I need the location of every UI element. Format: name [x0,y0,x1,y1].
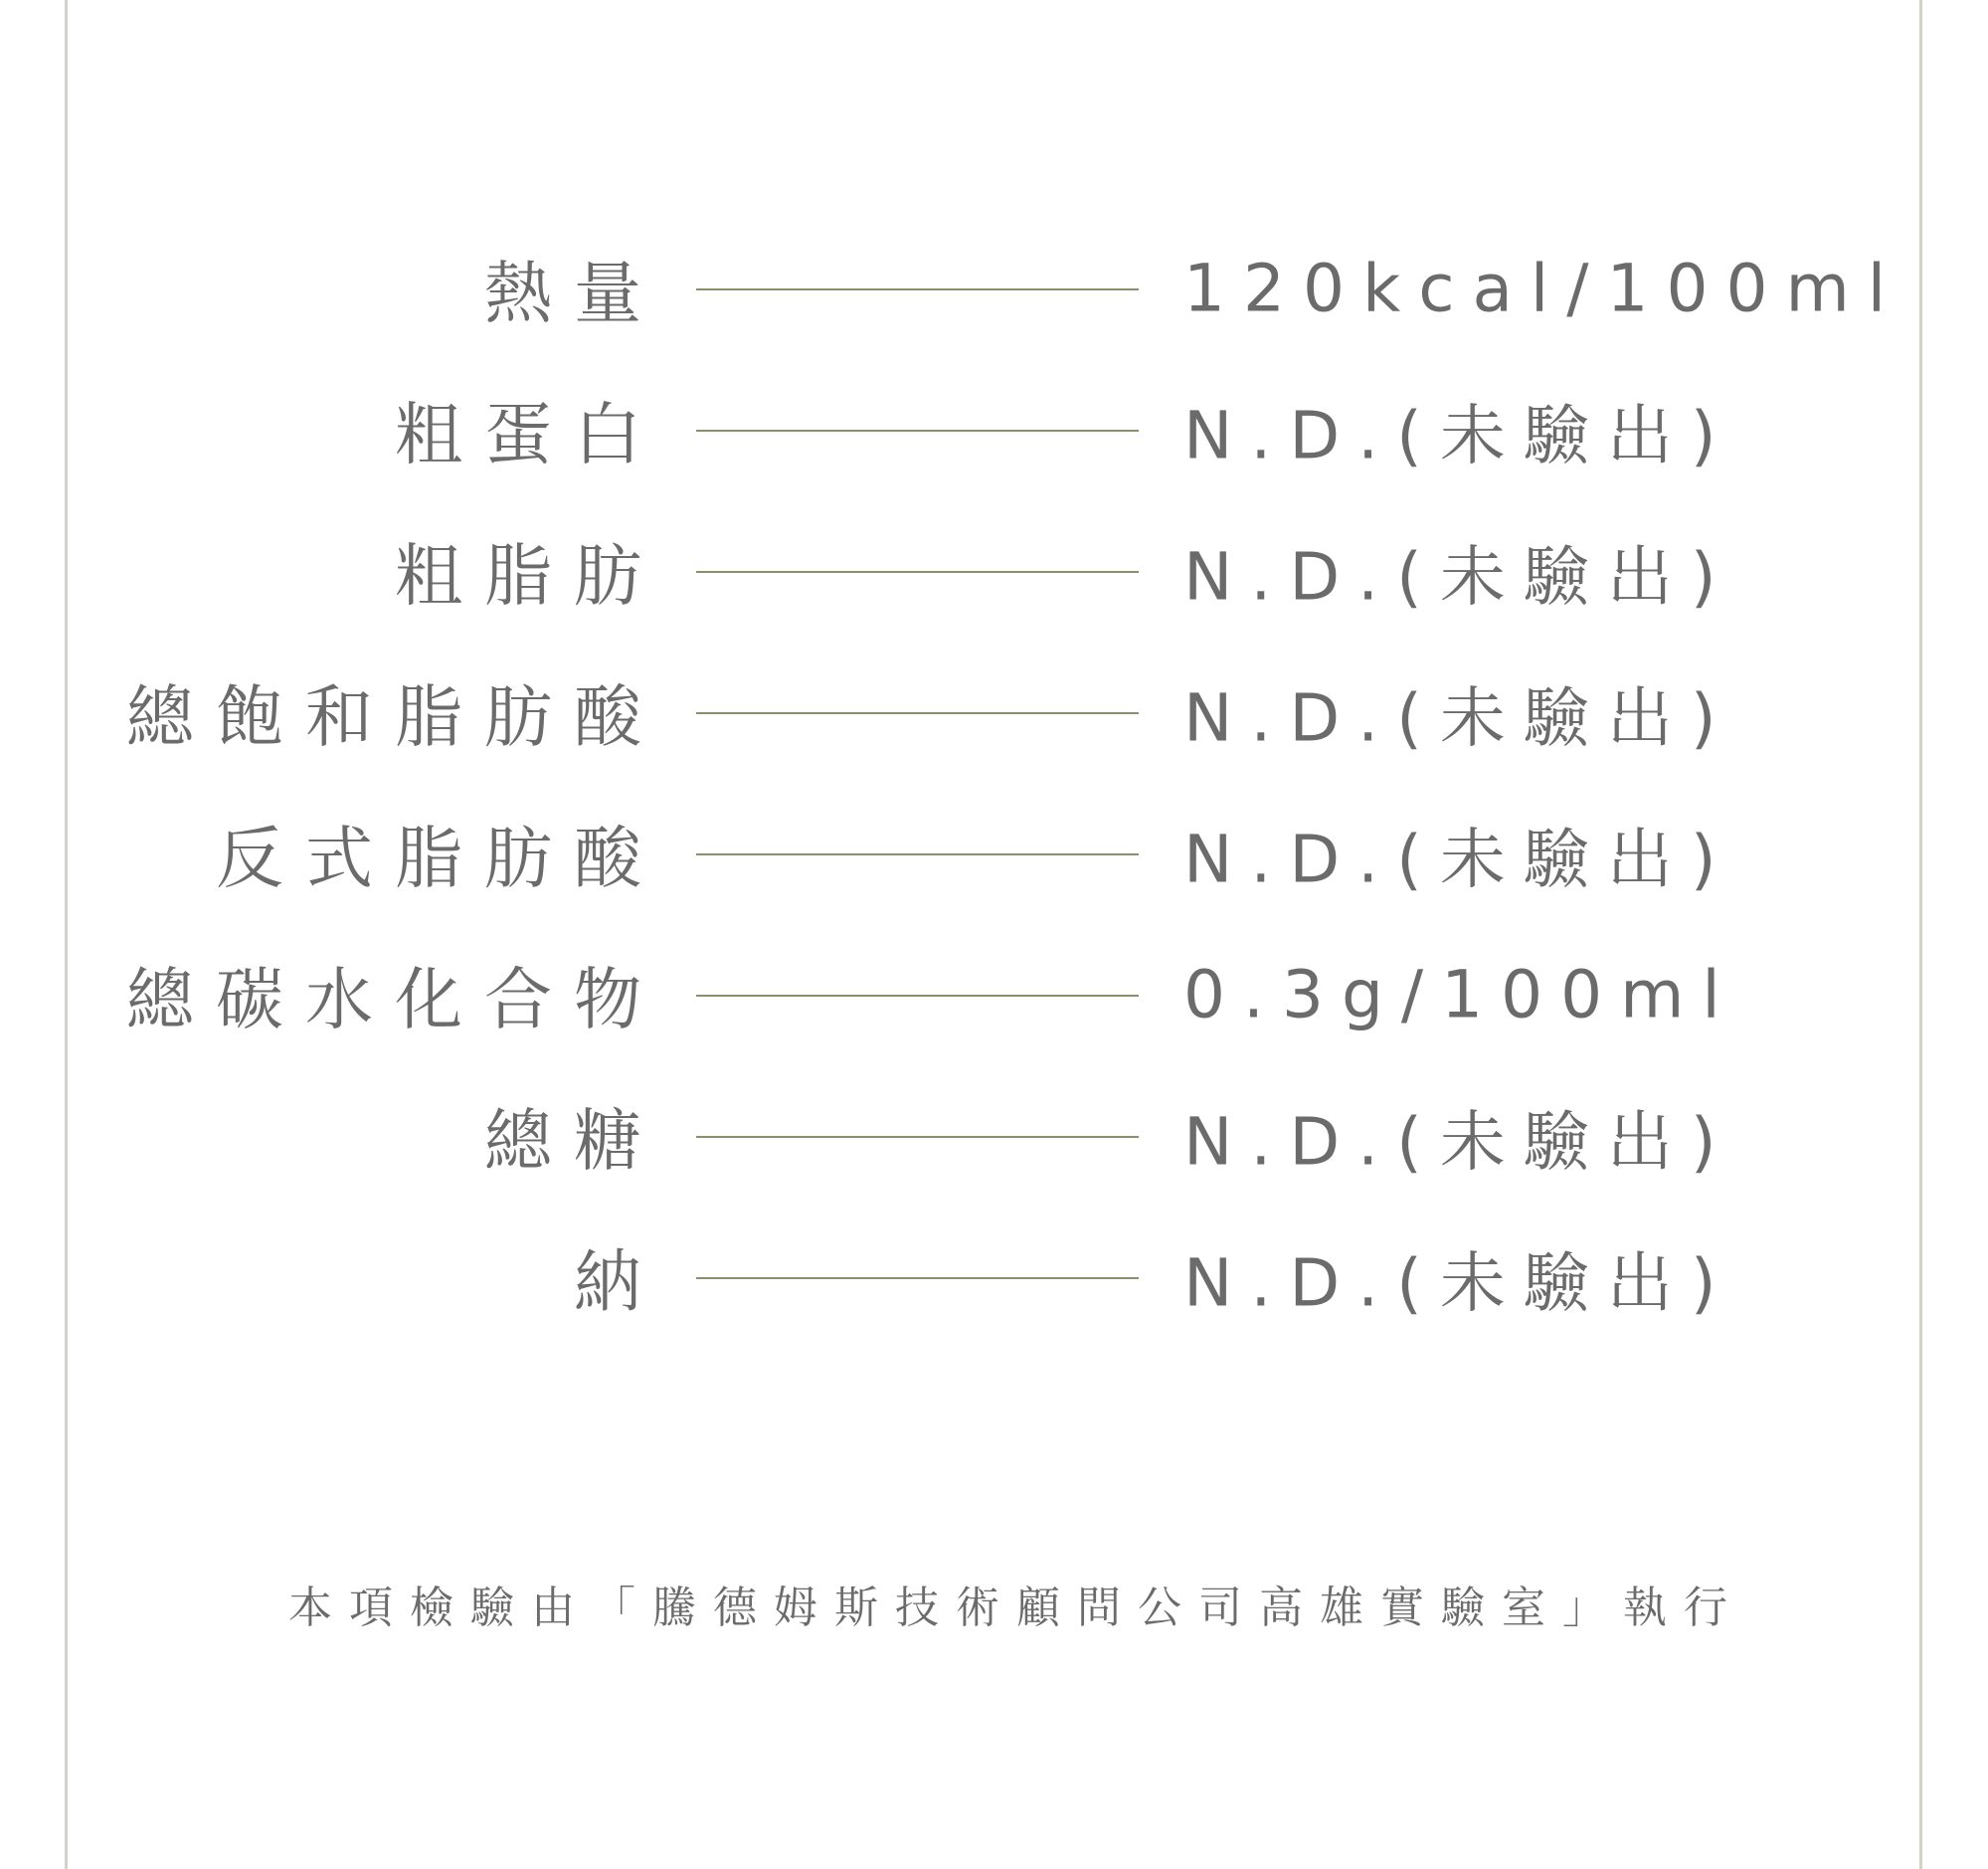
nutrition-row-protein [0,380,1988,479]
leader-line [696,712,1139,714]
leader-line [696,430,1139,432]
nutrition-value: N.D.(未驗出) [1183,1244,1734,1322]
leader-line [696,288,1139,290]
nutrition-label: 總碳水化合物 [125,961,663,1040]
nutrition-row-sodium [0,1227,1988,1327]
nutrition-value: N.D.(未驗出) [1183,1103,1734,1181]
lab-footnote: 本項檢驗由「騰德姆斯技術顧問公司高雄實驗室」執行 [288,1583,1744,1633]
nutrition-label: 總糖 [483,1102,663,1182]
nutrition-row-sugar [0,1086,1988,1186]
nutrition-label: 熱量 [483,255,663,334]
nutrition-value: 120kcal/100ml [1183,250,1904,327]
nutrition-label: 納 [573,1243,663,1323]
nutrition-label: 粗脂肪 [394,537,663,617]
nutrition-row-carbohydrate [0,945,1988,1044]
nutrition-row-trans-fat [0,804,1988,903]
nutrition-row-energy [0,239,1988,338]
nutrition-label: 總飽和脂肪酸 [125,678,663,758]
nutrition-value: N.D.(未驗出) [1183,679,1734,757]
leader-line [696,1136,1139,1138]
leader-line [696,571,1139,573]
nutrition-value: N.D.(未驗出) [1183,538,1734,616]
leader-line [696,853,1139,855]
nutrition-value: 0.3g/100ml [1183,956,1738,1033]
nutrition-row-saturated-fat [0,662,1988,762]
nutrition-label: 粗蛋白 [394,396,663,475]
leader-line [696,1277,1139,1279]
nutrition-row-fat [0,521,1988,621]
nutrition-value: N.D.(未驗出) [1183,397,1734,474]
leader-line [696,995,1139,997]
nutrition-value: N.D.(未驗出) [1183,821,1734,898]
nutrition-label: 反式脂肪酸 [215,820,663,899]
